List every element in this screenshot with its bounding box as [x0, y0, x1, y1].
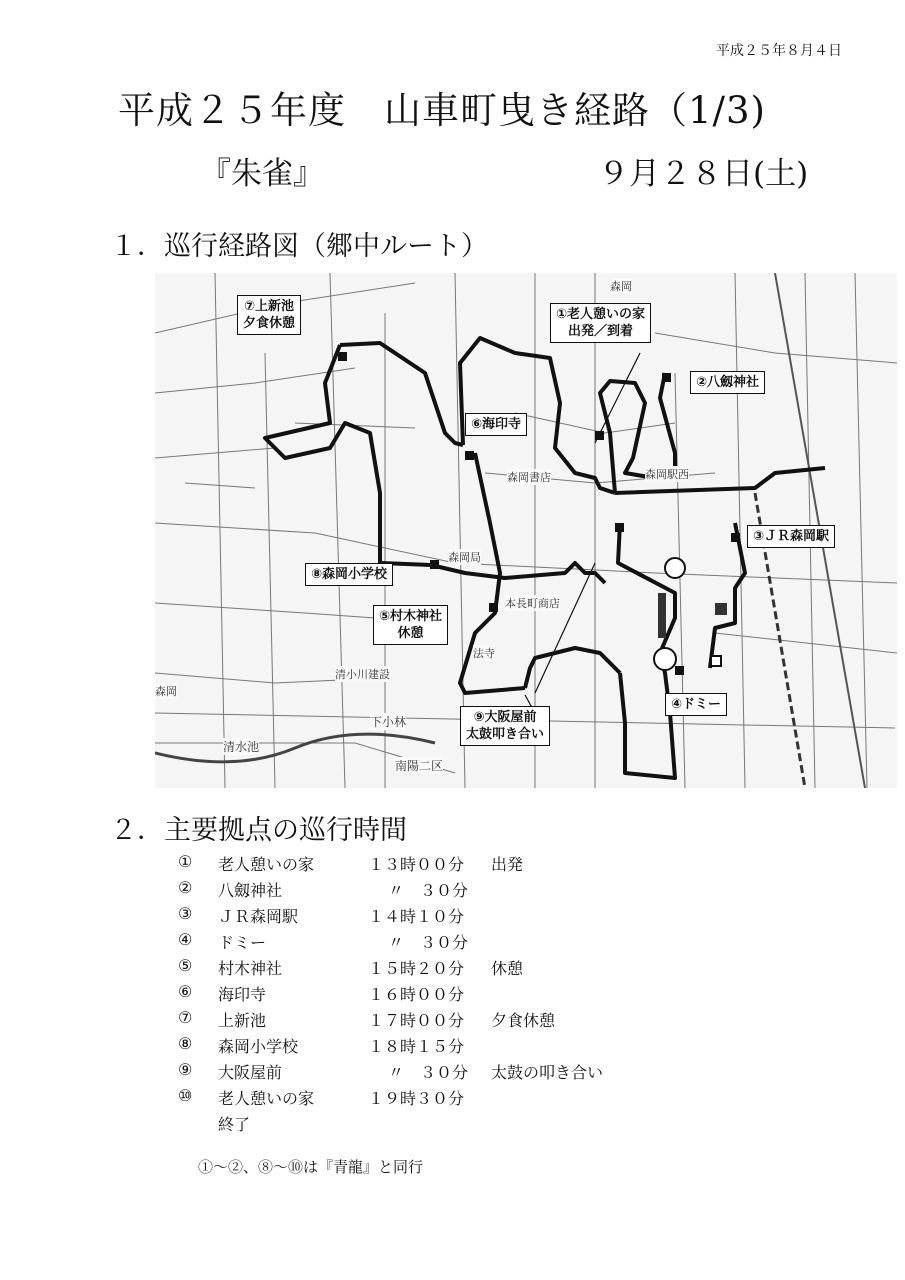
stop-number: ③ — [178, 904, 193, 923]
map-text: 下小林 — [370, 715, 407, 729]
stop-place: ドミー — [218, 933, 267, 952]
float-name: 『朱雀』 — [200, 156, 324, 192]
stop-place: 村木神社 — [218, 959, 283, 978]
map-text: 森岡局 — [448, 551, 481, 564]
stop-place: 老人憩いの家 — [218, 1089, 315, 1108]
map-text: 森岡駅西 — [645, 468, 689, 481]
footnote: ①～②、⑧～⑩は『青龍』と同行 — [198, 1158, 424, 1176]
stop-time: １５時２０分 — [368, 959, 465, 978]
stop-time: １７時００分 — [368, 1011, 465, 1030]
stop-note: 夕食休憩 — [491, 1011, 556, 1030]
map-label-rojin-ikoi: ①老人憩いの家 出発／到着 — [550, 303, 651, 343]
stop-number: ⑨ — [178, 1060, 193, 1079]
stop-place: 海印寺 — [218, 985, 267, 1004]
map-text: 清小川建設 — [335, 668, 390, 681]
document-title: 平成２５年度 山車町曳き経路（1/3) — [118, 89, 766, 132]
map-label-yatsurugi: ②八劔神社 — [690, 371, 765, 394]
map-text: 森岡 — [610, 280, 632, 293]
map-text: 森岡書店 — [507, 471, 551, 484]
map-label-jr-morioka: ③ＪＲ森岡駅 — [747, 525, 835, 548]
map-text: 法寺 — [473, 647, 495, 660]
stop-note: 休憩 — [491, 959, 524, 978]
stop-time: １９時３０分 — [368, 1089, 465, 1108]
stop-note: 太鼓の叩き合い — [491, 1063, 604, 1082]
map-label-morioka-school: ⑧森岡小学校 — [305, 563, 393, 586]
stop-place: 終了 — [218, 1115, 251, 1134]
stop-place: ＪＲ森岡駅 — [218, 907, 299, 926]
stop-number: ⑥ — [178, 982, 193, 1001]
stop-time: １３時００分 — [368, 855, 465, 874]
map-text: 本長町商店 — [505, 597, 560, 610]
stop-number: ⑧ — [178, 1034, 193, 1053]
stop-time: １８時１５分 — [368, 1037, 465, 1056]
stop-time: 〃 ３０分 — [388, 1063, 469, 1082]
event-date: ９月２８日(土) — [598, 156, 809, 192]
map-label-osakaya: ⑨大阪屋前 太鼓叩き合い — [460, 706, 550, 746]
map-text: 清水池 — [223, 740, 260, 754]
section-route-map-heading: １．巡行経路図（郷中ルート） — [110, 231, 488, 262]
stop-place: 老人憩いの家 — [218, 855, 315, 874]
stop-place: 上新池 — [218, 1011, 267, 1030]
stop-time: １６時００分 — [368, 985, 465, 1004]
stop-number: ② — [178, 878, 193, 897]
stop-time: １４時１０分 — [368, 907, 465, 926]
section-schedule-heading: ２．主要拠点の巡行時間 — [110, 815, 407, 846]
stop-time: 〃 ３０分 — [388, 933, 469, 952]
map-label-kamishinike: ⑦上新池 夕食休憩 — [237, 295, 301, 335]
route-map — [155, 273, 897, 788]
map-label-muraki-shrine: ⑤村木神社 休憩 — [373, 605, 448, 645]
stop-number: ⑩ — [178, 1086, 193, 1105]
stop-number: ④ — [178, 930, 193, 949]
stop-place: 大阪屋前 — [218, 1063, 283, 1082]
stop-place: 八劔神社 — [218, 881, 283, 900]
map-text: 南陽二区 — [395, 759, 444, 773]
stop-number: ⑤ — [178, 956, 193, 975]
map-label-domy: ④ドミー — [665, 693, 727, 716]
map-label-kaiinji: ⑥海印寺 — [465, 413, 527, 436]
stop-number: ⑦ — [178, 1008, 193, 1027]
document-date: 平成２５年８月４日 — [716, 43, 842, 59]
stop-time: 〃 ３０分 — [388, 881, 469, 900]
stop-note: 出発 — [491, 855, 524, 874]
stop-number: ① — [178, 852, 193, 871]
stop-place: 森岡小学校 — [218, 1037, 299, 1056]
map-text: 森岡 — [155, 685, 177, 698]
